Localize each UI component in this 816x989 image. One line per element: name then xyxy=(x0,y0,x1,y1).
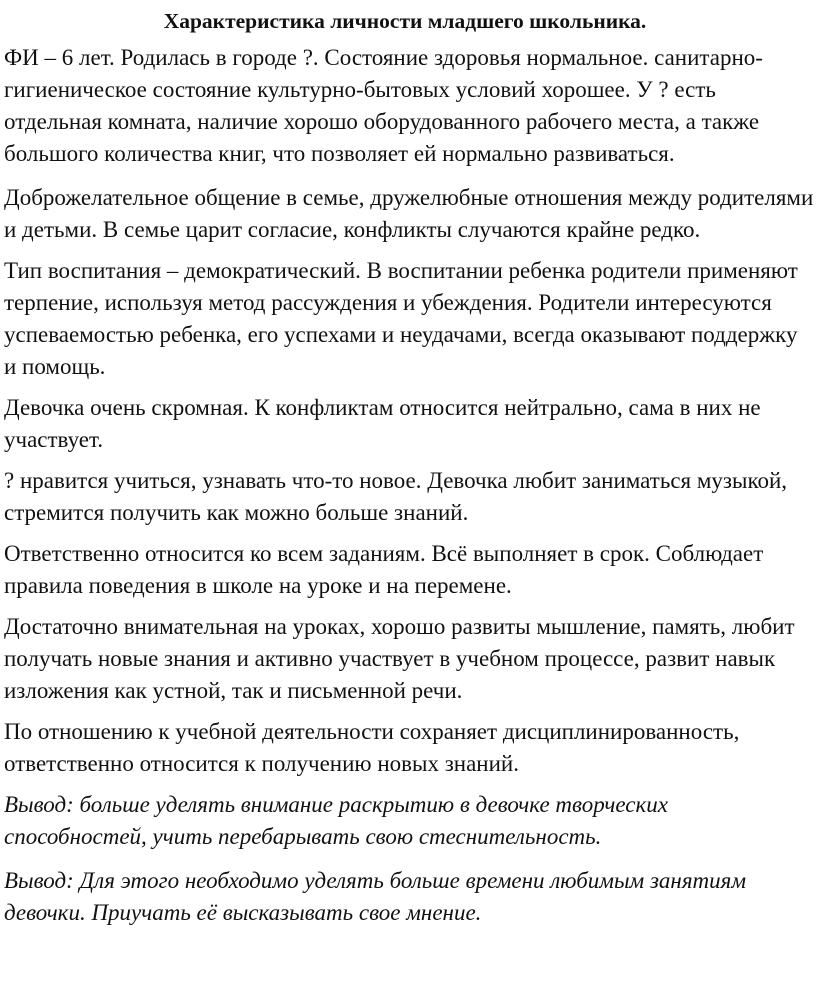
paragraph-learning-skills: Достаточно внимательная на уроках, хорошо развиты мышление, память, любит получать новые знания и активно участвует в учебном процессе, развит навык изложения как устной, так и письменной речи. xyxy=(4,614,795,703)
paragraph-interests: ? нравится учиться, узнавать что-то новое. Девочка любит заниматься музыкой, стремится получить как можно больше знаний. xyxy=(4,468,788,525)
conclusion-2: Вывод: Для этого необходимо уделять больше времени любимым занятиям девочки. Приучать её высказывать свое мнение. xyxy=(4,868,746,925)
paragraph-responsibility: Ответственно относится ко всем заданиям. Всё выполняет в срок. Соблюдает правила поведения в школе на уроке и на перемене. xyxy=(4,541,764,598)
paragraph-upbringing-type: Тип воспитания – демократический. В воспитании ребенка родители применяют терпение, используя метод рассуждения и убеждения. Родители интересуются успеваемостью ребенка, его успехами и неудачами, всегда оказывают поддержку и помощь. xyxy=(4,258,798,379)
document-title: Характеристика личности младшего школьника. xyxy=(163,9,647,33)
paragraph-family-relations: Доброжелательное общение в семье, дружелюбные отношения между родителями и детьми. В семье царит согласие, конфликты случаются крайне редко. xyxy=(4,185,814,242)
conclusion-1: Вывод: больше уделять внимание раскрытию в девочке творческих способностей, учить перебарывать свою стеснительность. xyxy=(4,792,668,849)
paragraph-temperament: Девочка очень скромная. К конфликтам относится нейтрально, сама в них не участвует. xyxy=(4,395,761,452)
paragraph-discipline: По отношению к учебной деятельности сохраняет дисциплинированность, ответственно относится к получению новых знаний. xyxy=(4,719,740,776)
paragraph-family-info: ФИ – 6 лет. Родилась в городе ?. Состояние здоровья нормальное. санитарно-гигиеническое состояние культурно-бытовых условий хорошее. У ? есть отдельная комната, наличие хорошо оборудованного рабочего места, а также большого количества книг, что позволяет ей нормально развиваться. xyxy=(4,45,763,166)
